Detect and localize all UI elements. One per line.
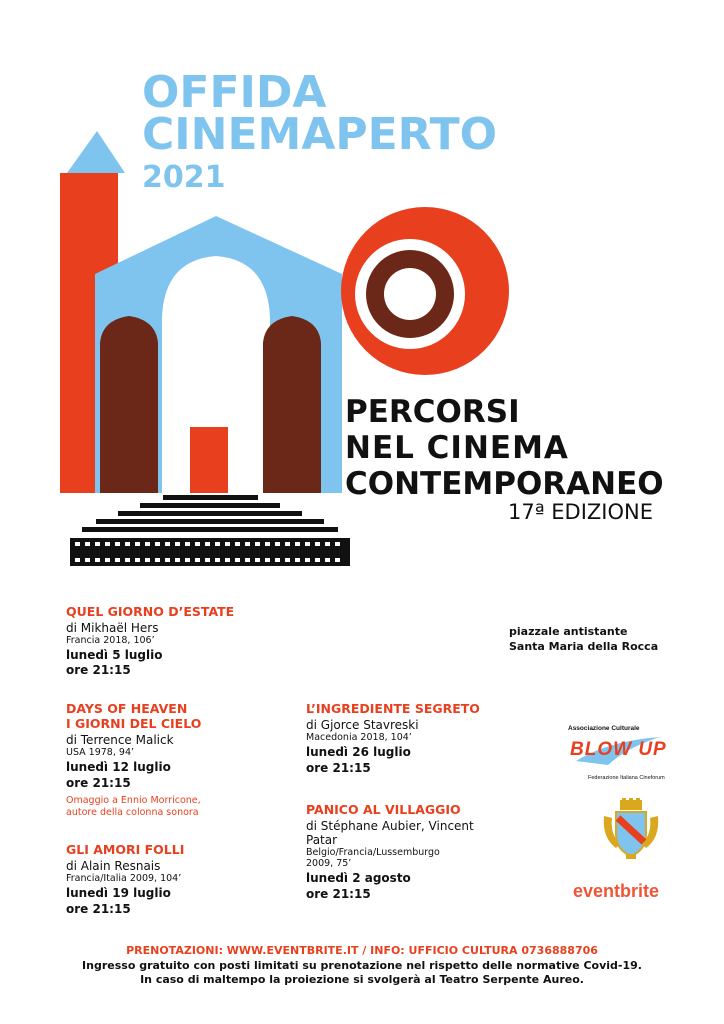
subtitle-line3: CONTEMPORANEO: [345, 466, 664, 502]
blowup-logo-top: Associazione Culturale: [568, 725, 640, 732]
festival-title-line2: CINEMAPERTO: [142, 109, 498, 160]
film-director: di Terrence Malick: [66, 733, 174, 747]
film-title: PANICO AL VILLAGGIO: [306, 802, 461, 817]
blowup-logo-bottom: Federazione Italiana Cineforum: [588, 775, 665, 781]
film-date: lunedì 19 luglio: [66, 886, 171, 900]
subtitle-line1: PERCORSI: [345, 394, 520, 430]
festival-title-line1: OFFIDA: [142, 67, 327, 118]
film-director: di Gjorce Stavreski: [306, 718, 419, 732]
film-meta: Francia 2018, 106’: [66, 635, 155, 646]
film-time: ore 21:15: [66, 776, 131, 790]
edition-label: 17ª EDIZIONE: [508, 500, 654, 524]
blowup-logo: [568, 725, 668, 785]
film-date: lunedì 26 luglio: [306, 745, 411, 759]
film-meta: USA 1978, 94’: [66, 747, 135, 758]
booking-info: PRENOTAZIONI: WWW.EVENTBRITE.IT / INFO: UFFICIO CULTURA 0736888706: [126, 944, 598, 957]
festival-year: 2021: [142, 160, 226, 195]
step-shape: [118, 511, 302, 516]
film-meta: Belgio/Francia/Lussemburgo: [306, 847, 440, 858]
reel-circle-illustration: [340, 206, 510, 376]
film-time: ore 21:15: [306, 887, 371, 901]
venue-line2: Santa Maria della Rocca: [509, 640, 659, 653]
eventbrite-logo: eventbrite: [573, 881, 660, 901]
film-item: [66, 701, 296, 819]
step-shape: [96, 519, 324, 524]
film-title: GLI AMORI FOLLI: [66, 842, 185, 857]
red-door-shape: [190, 427, 228, 493]
film-meta: Macedonia 2018, 104’: [306, 732, 412, 743]
film-item: [306, 701, 536, 776]
film-title: DAYS OF HEAVEN: [66, 701, 188, 716]
church-illustration: [60, 128, 380, 573]
film-director: di Alain Resnais: [66, 859, 161, 873]
footer-line1: Ingresso gratuito con posti limitati su prenotazione nel rispetto delle normative Covid-19.: [82, 959, 642, 972]
blowup-logo-main: BLOW UP: [570, 739, 667, 760]
film-director-cont: Patar: [306, 833, 338, 847]
step-shape: [163, 495, 258, 500]
film-date: lunedì 2 agosto: [306, 871, 411, 885]
step-shape: [140, 503, 280, 508]
footer-line2: In caso di maltempo la proiezione si svolgerà al Teatro Serpente Aureo.: [140, 973, 584, 986]
film-item: [306, 802, 506, 902]
film-title-alt: I GIORNI DEL CIELO: [66, 716, 202, 731]
venue-line1: piazzale antistante: [509, 625, 628, 638]
film-director: di Mikhaël Hers: [66, 621, 159, 635]
subtitle-line2: NEL CINEMA: [345, 430, 569, 466]
step-shape: [82, 527, 338, 532]
film-time: ore 21:15: [306, 761, 371, 775]
film-meta: Francia/Italia 2009, 104’: [66, 873, 182, 884]
film-date: lunedì 12 luglio: [66, 760, 171, 774]
left-arch-shape: [100, 316, 158, 493]
film-item: [66, 604, 296, 678]
coat-of-arms-logo: [600, 798, 662, 860]
film-meta-cont: 2009, 75’: [306, 858, 352, 869]
tower-roof-shape: [67, 131, 125, 173]
film-date: lunedì 5 luglio: [66, 648, 163, 662]
right-arch-shape: [263, 316, 321, 493]
film-title: L’INGREDIENTE SEGRETO: [306, 701, 480, 716]
film-title: QUEL GIORNO D’ESTATE: [66, 604, 235, 619]
film-note: autore della colonna sonora: [66, 807, 199, 818]
film-time: ore 21:15: [66, 902, 131, 916]
film-note: Omaggio a Ennio Morricone,: [66, 795, 201, 806]
film-time: ore 21:15: [66, 663, 131, 677]
footer: [0, 944, 724, 987]
film-item: [66, 842, 296, 917]
film-director: di Stéphane Aubier, Vincent: [306, 819, 474, 833]
